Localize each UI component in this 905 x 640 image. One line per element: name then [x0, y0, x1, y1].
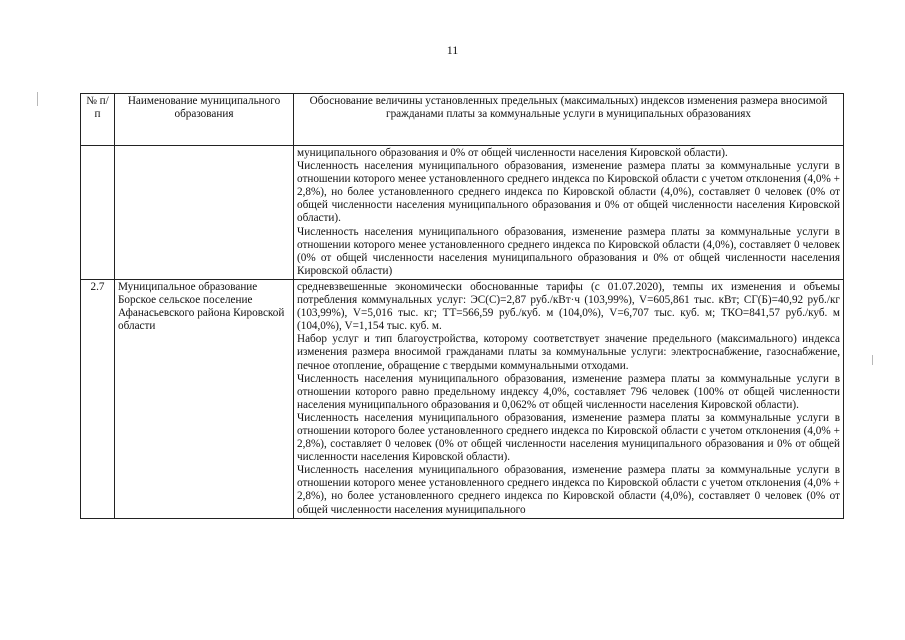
- header-number: № п/п: [81, 94, 115, 146]
- basis-paragraph: Численность населения муниципального образования, изменение размера платы за коммунальные услуги в отношении которого менее установленного среднего индекса по Кировской области с учетом отклонения (4,0% + 2,8%), но более установленного среднего индекса по Кировской области (4,0%), составляет 0 человек (0% от общей численности населения муниципального: [297, 464, 840, 516]
- header-basis: Обоснование величины установленных предельных (максимальных) индексов изменения размера вносимой гражданами платы за коммунальные услуги в муниципальных образованиях: [294, 94, 844, 146]
- basis-paragraph: Численность населения муниципального образования, изменение размера платы за коммунальные услуги в отношении которого менее установленного среднего индекса по Кировской области с учетом отклонения (4,0% + 2,8%), но более установленного среднего индекса по Кировской области (4,0%), составляет 0 человек (0% от общей численности населения муниципального образования и 0% от общей численности населения Кировской области).: [297, 160, 840, 225]
- tariff-basis-table: [80, 93, 844, 519]
- basis-paragraph: средневзвешенные экономически обоснованные тарифы (с 01.07.2020), темпы их изменения и объемы потребления коммунальных услуг: ЭС(С)=2,87 руб./кВт·ч (103,99%), V=605,861 тыс. кВт; СГ(Б)=40,92 руб./кг (103,99%), V=5,016 тыс. кг; ТТ=566,59 руб./куб. м (104,0%), V=6,707 тыс. куб. м; ТКО=841,57 руб./куб. м (104,0%), V=1,154 тыс. куб. м.: [297, 280, 840, 333]
- page-number: 11: [446, 43, 459, 57]
- table-row-continuation: [81, 146, 844, 280]
- basis-cell: [294, 279, 844, 518]
- basis-paragraph: Численность населения муниципального образования, изменение размера платы за коммунальные услуги в отношении которого менее установленного среднего индекса по Кировской области (4,0%), составляет 0 человек (0% от общей численности населения муниципального образования и 0% от общей численности населения Кировской области): [297, 225, 840, 277]
- scan-artifact-left: [37, 92, 38, 106]
- basis-paragraph: Численность населения муниципального образования, изменение размера платы за коммунальные услуги в отношении которого более установленного среднего индекса по Кировской области с учетом отклонения (4,0% + 2,8%), составляет 0 человек (0% от общей численности населения муниципального образования и 0% от общей численности населения Кировской области).: [297, 411, 840, 464]
- basis-paragraph: Численность населения муниципального образования, изменение размера платы за коммунальные услуги в отношении которого равно предельному индексу 4,0%, составляет 796 человек (100% от общей численности населения муниципального образования и 0,062% от общей численности населения Кировской области).: [297, 372, 840, 411]
- table-row-2-7: [81, 279, 844, 518]
- basis-paragraph: Набор услуг и тип благоустройства, которому соответствует значение предельного (максимального) индекса изменения размера вносимой гражданами платы за коммунальные услуги: электроснабжение, газоснабжение, печное отопление, обращение с твердыми коммунальными отходами.: [297, 333, 840, 372]
- table-header-row: [81, 94, 844, 146]
- row-number-cell: [81, 146, 115, 280]
- row-number-cell: 2.7: [81, 279, 115, 518]
- municipality-name-cell: [115, 146, 294, 280]
- scan-artifact-right: [872, 355, 873, 365]
- basis-paragraph: муниципального образования и 0% от общей численности населения Кировской области).: [297, 147, 728, 159]
- municipality-name-cell: Муниципальное образование Борское сельское поселение Афанасьевского района Кировской области: [115, 279, 294, 518]
- basis-cell: [294, 146, 844, 280]
- header-municipality-name: Наименование муниципального образования: [115, 94, 294, 146]
